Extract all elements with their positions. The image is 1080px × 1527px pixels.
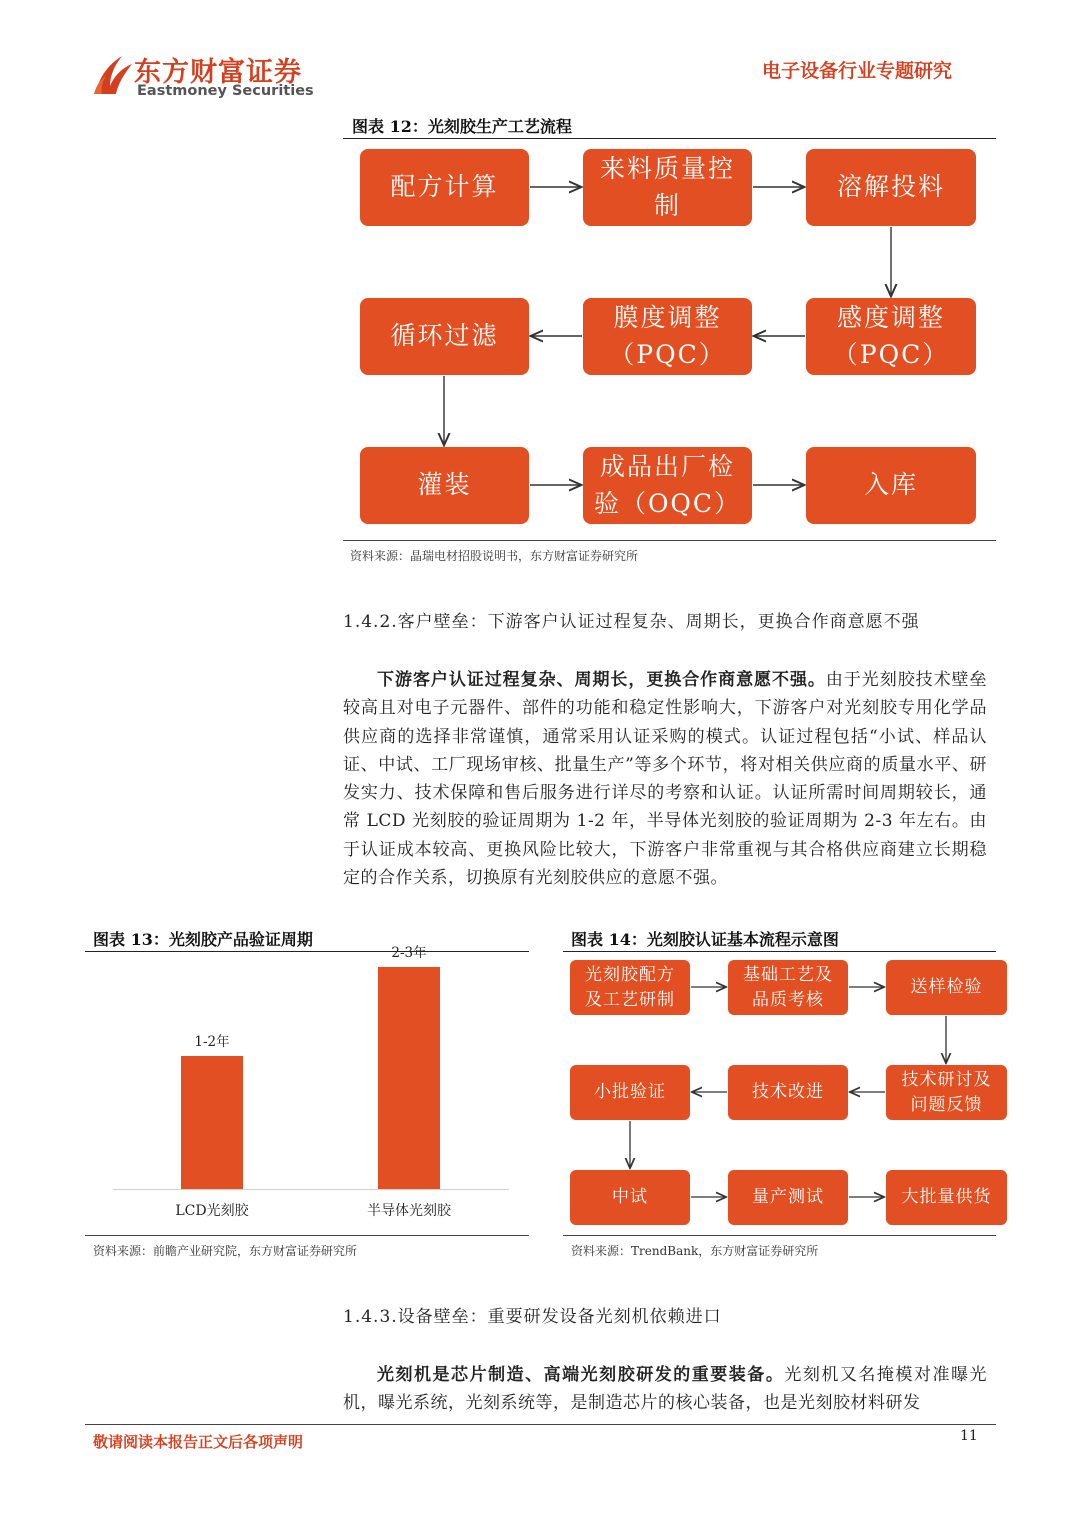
- figure14-title: 图表 14：光刻胶认证基本流程示意图: [571, 930, 839, 949]
- section-143-paragraph: [343, 1361, 987, 1418]
- flow14-step-7: 中试: [570, 1170, 690, 1225]
- flow14-step-3: 送样检验: [886, 960, 1007, 1015]
- figure12-source: 资料来源：晶瑞电材招股说明书，东方财富证券研究所: [350, 549, 639, 563]
- chart13-category-semiconductor: 半导体光刻胶: [367, 1203, 451, 1219]
- figure12-bottom-rule: [343, 540, 996, 541]
- flow12-step-7: 灌装: [360, 447, 529, 524]
- footer-disclaimer: 敬请阅读本报告正文后各项声明: [93, 1433, 304, 1451]
- flow14-step-8: 量产测试: [728, 1170, 848, 1225]
- figure13-source: 资料来源：前瞻产业研究院，东方财富证券研究所: [93, 1244, 358, 1258]
- figure12-title: 图表 12：光刻胶生产工艺流程: [352, 117, 572, 136]
- flow14-step-5: 技术改进: [728, 1065, 848, 1120]
- section-143-body: 光刻机又名掩模对准曝光机，曝光系统，光刻系统等，是制造芯片的核心装备，也是光刻胶材料研发: [343, 1365, 987, 1414]
- flow12-step-4: 感度调整（PQC）: [806, 298, 976, 375]
- flow14-step-4: 技术研讨及问题反馈: [886, 1065, 1007, 1120]
- flow12-step-5: 膜度调整（PQC）: [583, 298, 752, 375]
- section-142-body: 由于光刻胶技术壁垒较高且对电子元器件、部件的功能和稳定性影响大，下游客户对光刻胶专用化学品供应商的选择非常谨慎，通常采用认证采购的模式。认证过程包括“小试、样品认证、中试、工厂现场审核、批量生产”等多个环节，将对相关供应商的质量水平、研发实力、技术保障和售后服务进行详尽的考察和认证。认证所需时间周期较长，通常 LCD 光刻胶的验证周期为 1-2 年，半导体光刻胶的验证周期为 2-3 年左右。由于认证成本较高、更换风险比较大，下游客户非常重视与其合格供应商建立长期稳定的合作关系，切换原有光刻胶供应的意愿不强。: [343, 670, 988, 889]
- footer-rule: [85, 1424, 996, 1425]
- section-142-lead: 下游客户认证过程复杂、周期长，更换合作商意愿不强。: [377, 670, 826, 690]
- flow12-step-8: 成品出厂检验（OQC）: [583, 447, 752, 524]
- section-143-lead: 光刻机是芯片制造、高端光刻胶研发的重要装备。: [377, 1365, 785, 1385]
- section-143-title: 1.4.3.设备壁垒：重要研发设备光刻机依赖进口: [343, 1307, 722, 1327]
- figure14-bottom-rule: [563, 1235, 996, 1236]
- chart13-category-lcd: LCD光刻胶: [175, 1203, 249, 1219]
- section-142-title: 1.4.2.客户壁垒：下游客户认证过程复杂、周期长，更换合作商意愿不强: [343, 612, 920, 632]
- report-title: 电子设备行业专题研究: [762, 60, 953, 82]
- flow14-arrows: [0, 940, 1080, 1240]
- figure13-title: 图表 13：光刻胶产品验证周期: [93, 930, 313, 949]
- chart13-data-label-lcd: 1-2年: [194, 1033, 230, 1050]
- flow12-step-3: 溶解投料: [806, 149, 976, 226]
- page-number: 11: [960, 1428, 978, 1444]
- logo-text-en: Eastmoney Securities: [137, 83, 314, 99]
- flow12-step-1: 配方计算: [360, 149, 529, 226]
- flow14-step-1: 光刻胶配方及工艺研制: [570, 960, 690, 1015]
- figure14-source: 资料来源：TrendBank，东方财富证券研究所: [571, 1244, 819, 1258]
- flow12-step-6: 循环过滤: [360, 298, 529, 375]
- flow12-step-2: 来料质量控制: [583, 149, 752, 226]
- flow14-step-2: 基础工艺及品质考核: [728, 960, 848, 1015]
- flow12-step-9: 入库: [806, 447, 976, 524]
- flow14-step-9: 大批量供货: [886, 1170, 1007, 1225]
- logo-text-cn: 东方财富证券: [134, 57, 302, 88]
- section-142-paragraph: [343, 666, 987, 892]
- chart13-data-label-semiconductor: 2-3年: [391, 944, 427, 961]
- flow14-step-6: 小批验证: [570, 1065, 690, 1120]
- flow12-arrows: [0, 0, 1080, 600]
